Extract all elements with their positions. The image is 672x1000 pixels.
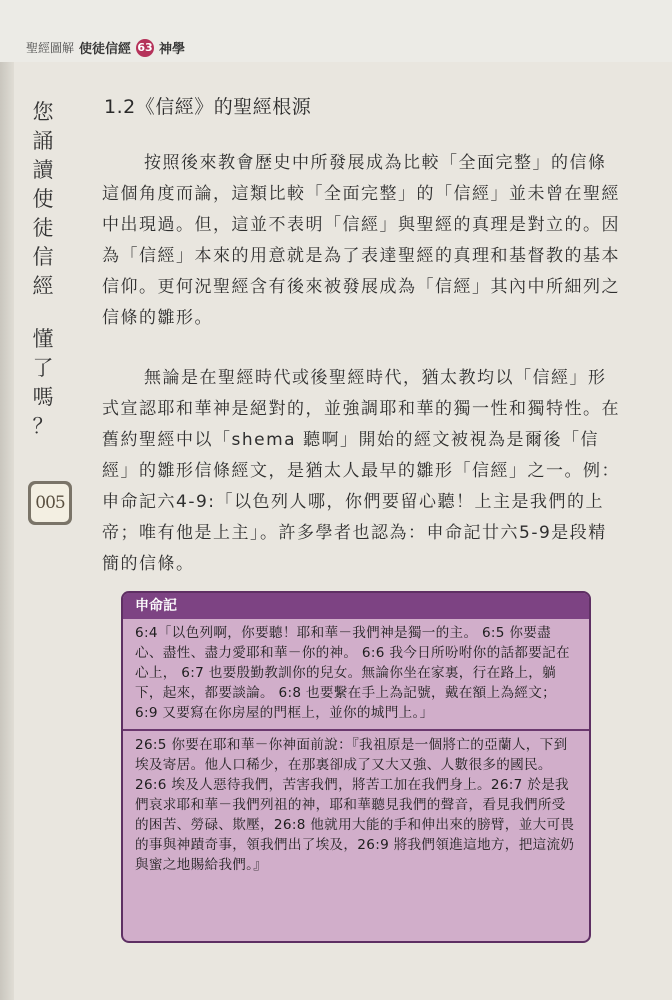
section-title: 1.2《信經》的聖經根源 <box>104 96 312 118</box>
side-char: 使 <box>32 187 54 211</box>
side-char: 嗎 <box>32 385 54 409</box>
running-header <box>26 38 185 57</box>
side-char: ？ <box>32 414 54 438</box>
vertical-side-title <box>28 98 58 441</box>
side-char: 懂 <box>32 327 54 351</box>
scripture-box <box>121 591 591 943</box>
body-paragraph-1: 按照後來教會歷史中所發展成為比較「全面完整」的信條這個角度而論，這類比較「全面完整」的「信經」並未曾在聖經中出現過。但，這並不表明「信經」與聖經的真理是對立的。因為「信經」本來的用意就是為了表達聖經的真理和基督教的基本信仰。更何況聖經含有後來被發展成為「信經」其內中所細列之信條的雛形。 <box>102 153 620 328</box>
page-number-tab <box>28 481 72 525</box>
header-series: 使徒信經 <box>79 42 132 57</box>
body-paragraph-2: 無論是在聖經時代或後聖經時代，猶太教均以「信經」形式宣認耶和華神是絕對的，並強調耶和華的獨一性和獨特性。在舊約聖經中以「shema 聽啊」開始的經文被視為是爾後「信經」的雛形信條經文，是猶太人最早的雛形「信經」之一。例：申命記六4-9:「以色列人哪，你們要留心聽！上主是我們的上帝；唯有他是上主」。許多學者也認為：申命記廿六5-9是段精簡的信條。 <box>102 368 620 574</box>
side-char: 徒 <box>32 216 54 240</box>
header-topic: 神學 <box>159 42 186 57</box>
header-book: 聖經圖解 <box>26 41 75 55</box>
page-number: 005 <box>31 484 69 522</box>
side-char: 誦 <box>32 129 54 153</box>
scripture-passage-2: 26:5 你要在耶和華－你神面前說：『我祖原是一個將亡的亞蘭人，下到埃及寄居。他人口稀少，在那裏卻成了又大又強、人數很多的國民。26:6 埃及人惡待我們，苦害我們，將苦工加在我們身上。26:7 於是我們哀求耶和華－我們列祖的神，耶和華聽見我們的聲音，看見我們所受的困苦、勞碌、欺壓，26:8 他就用大能的手和伸出來的膀臂，並大可畏的事與神蹟奇事，領我們出了埃及，26:9 將我們領進這地方，把這流奶與蜜之地賜給我們。』 <box>135 737 575 873</box>
side-char: 您 <box>32 100 54 124</box>
scripture-box-heading: 申命記 <box>123 593 589 619</box>
scripture-passage-1: 6:4「以色列啊，你要聽！耶和華－我們神是獨一的主。 6:5 你要盡心、盡性、盡力愛耶和華－你的神。 6:6 我今日所吩咐你的話都要記在心上， 6:7 也要殷勤教訓你的兒女。無論你坐在家裏，行在路上，躺下，起來，都要談論。 6:8 也要繫在手上為記號，戴在額上為經文； 6:9 又要寫在你房屋的門框上，並你的城門上。」 <box>135 625 570 721</box>
header-number-badge: 63 <box>136 39 154 57</box>
side-char: 了 <box>32 356 54 380</box>
side-char: 讀 <box>32 158 54 182</box>
page-edge <box>0 0 14 1000</box>
side-char: 信 <box>32 245 54 269</box>
side-char: 經 <box>32 274 54 298</box>
